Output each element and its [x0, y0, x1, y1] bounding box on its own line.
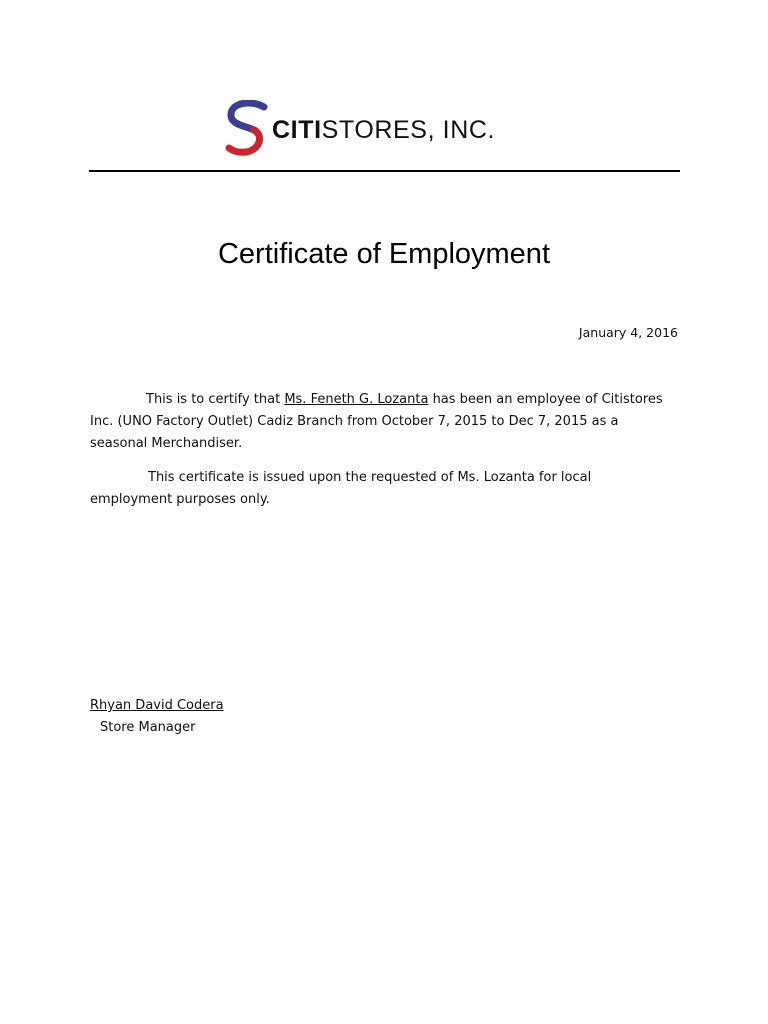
letterhead-divider: [89, 170, 680, 172]
company-logo: [224, 100, 554, 160]
company-name-bold: CITI: [272, 116, 322, 144]
document-title: Certificate of Employment: [217, 238, 550, 270]
signatory-title: Store Manager: [100, 720, 196, 735]
purpose-paragraph: [90, 467, 670, 511]
document-date: January 4, 2016: [578, 325, 678, 340]
signatory-name: Rhyan David Codera: [90, 698, 224, 713]
p1-lead-text: This is to certify that: [146, 392, 285, 407]
company-name: [272, 116, 495, 145]
p2-text: This certificate is issued upon the requested of Ms. Lozanta for local employment purposes only.: [90, 470, 592, 507]
employee-name: Ms. Feneth G. Lozanta: [284, 392, 429, 407]
citistores-logo-mark-icon: [224, 100, 272, 160]
certification-paragraph: [90, 389, 670, 455]
company-name-rest: STORES, INC.: [321, 116, 496, 144]
p1-rest-text: has been an employee of Citistores Inc. (UNO Factory Outlet) Cadiz Branch from October 7, 2015 to Dec 7, 2015 as a seasonal Merchandiser.: [90, 392, 663, 451]
